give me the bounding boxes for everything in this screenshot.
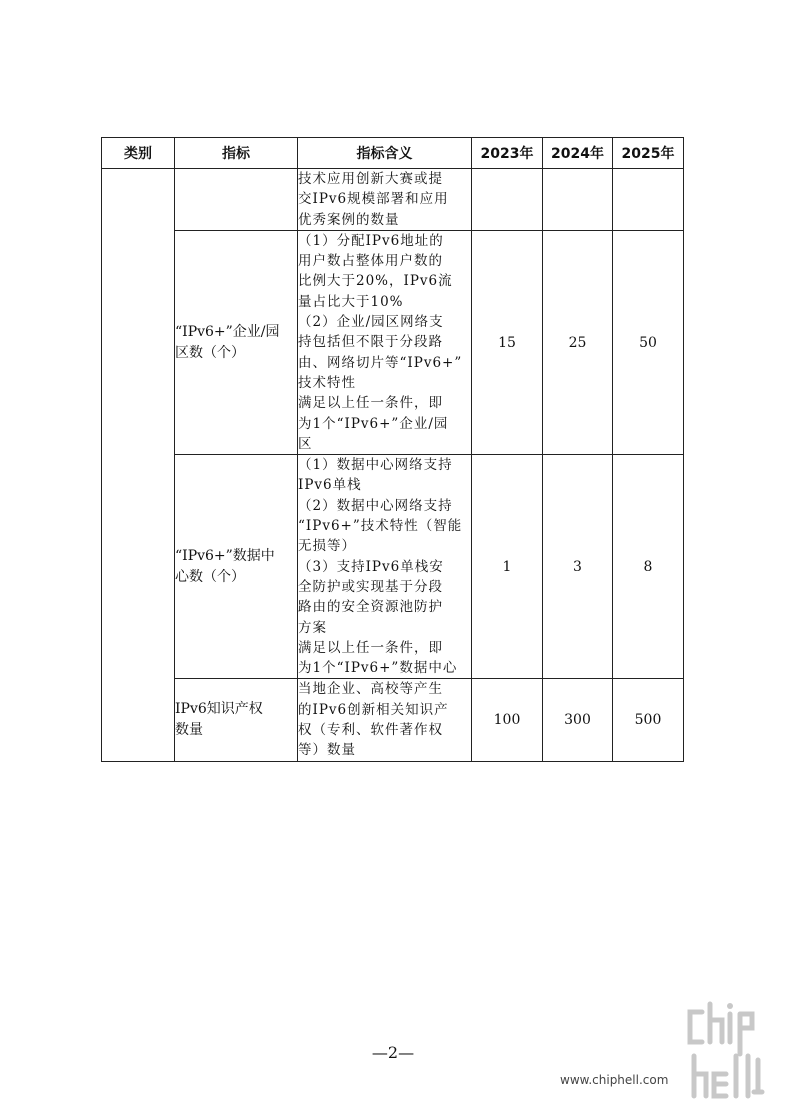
meaning-line: （1）数据中心网络支持 xyxy=(298,457,453,474)
table-row xyxy=(102,230,684,454)
value-2024: 300 xyxy=(543,679,613,761)
chiphell-logo-icon xyxy=(684,1000,774,1105)
header-meaning: 指标含义 xyxy=(298,138,472,169)
meaning-line: （2）企业/园区网络支 xyxy=(298,314,444,331)
table-row xyxy=(102,455,684,679)
indicator-line: “IPv6+”企业/园 xyxy=(175,323,280,340)
meaning-line: 区 xyxy=(298,435,313,452)
value-2023: 15 xyxy=(472,230,543,454)
value-2025: 50 xyxy=(613,230,684,454)
indicator-line: “IPv6+”数据中 xyxy=(175,547,275,564)
page-number: —2— xyxy=(371,1043,415,1062)
meaning-line: “IPv6+”技术特性（智能 xyxy=(298,518,463,535)
watermark-url: www.chiphell.com xyxy=(560,1073,669,1087)
meaning-line: 当地企业、高校等产生 xyxy=(298,681,443,698)
meaning-line: 等）数量 xyxy=(298,742,356,759)
meaning-line: 满足以上任一条件，即 xyxy=(298,639,443,656)
meaning-line: 技术特性 xyxy=(298,374,356,391)
meaning-line: 满足以上任一条件，即 xyxy=(298,395,443,412)
header-indicator: 指标 xyxy=(175,138,298,169)
indicator-line: 区数（个） xyxy=(175,344,245,361)
value-2023: 100 xyxy=(472,679,543,761)
category-cell xyxy=(102,169,175,762)
meaning-line: 比例大于20%，IPv6流 xyxy=(298,273,453,290)
indicator-table xyxy=(101,137,684,762)
header-2025: 2025年 xyxy=(613,138,684,169)
meaning-cell xyxy=(298,230,472,454)
header-2024: 2024年 xyxy=(543,138,613,169)
table-row xyxy=(102,679,684,761)
meaning-line: 交IPv6规模部署和应用 xyxy=(298,191,449,208)
meaning-line: 为1个“IPv6+”企业/园 xyxy=(298,415,449,432)
value-2025 xyxy=(613,169,684,231)
indicator-line: IPv6知识产权 xyxy=(175,701,263,718)
meaning-line: 技术应用创新大赛或提 xyxy=(298,171,443,187)
meaning-cell xyxy=(298,455,472,679)
table-row xyxy=(102,169,684,231)
meaning-line: （2）数据中心网络支持 xyxy=(298,497,453,514)
meaning-line: 路由的安全资源池防护 xyxy=(298,599,443,616)
indicator-cell xyxy=(175,455,298,679)
meaning-line: 由、网络切片等“IPv6+” xyxy=(298,354,463,371)
meaning-line: 量占比大于10% xyxy=(298,293,404,310)
meaning-line: 为1个“IPv6+”数据中心 xyxy=(298,660,458,677)
meaning-cell xyxy=(298,169,472,231)
header-2023: 2023年 xyxy=(472,138,543,169)
value-2025: 8 xyxy=(613,455,684,679)
indicator-cell xyxy=(175,679,298,761)
table-header-row xyxy=(102,138,684,169)
value-2023: 1 xyxy=(472,455,543,679)
meaning-line: IPv6单栈 xyxy=(298,477,362,494)
indicator-line: 数量 xyxy=(175,722,203,739)
meaning-line: 权（专利、软件著作权 xyxy=(298,722,443,739)
meaning-cell xyxy=(298,679,472,761)
indicator-cell xyxy=(175,169,298,231)
indicator-cell xyxy=(175,230,298,454)
meaning-line: 方案 xyxy=(298,619,327,636)
value-2024: 25 xyxy=(543,230,613,454)
value-2024 xyxy=(543,169,613,231)
header-category: 类别 xyxy=(102,138,175,169)
meaning-line: 无损等） xyxy=(298,538,356,555)
meaning-line: 全防护或实现基于分段 xyxy=(298,578,443,595)
indicator-line: 心数（个） xyxy=(175,568,245,585)
value-2025: 500 xyxy=(613,679,684,761)
meaning-line: 持包括但不限于分段路 xyxy=(298,334,443,351)
meaning-line: （1）分配IPv6地址的 xyxy=(298,232,444,249)
meaning-line: 优秀案例的数量 xyxy=(298,211,400,228)
meaning-line: （3）支持IPv6单栈安 xyxy=(298,558,444,575)
value-2023 xyxy=(472,169,543,231)
meaning-line: 用户数占整体用户数的 xyxy=(298,253,443,270)
meaning-line: 的IPv6创新相关知识产 xyxy=(298,701,449,718)
value-2024: 3 xyxy=(543,455,613,679)
